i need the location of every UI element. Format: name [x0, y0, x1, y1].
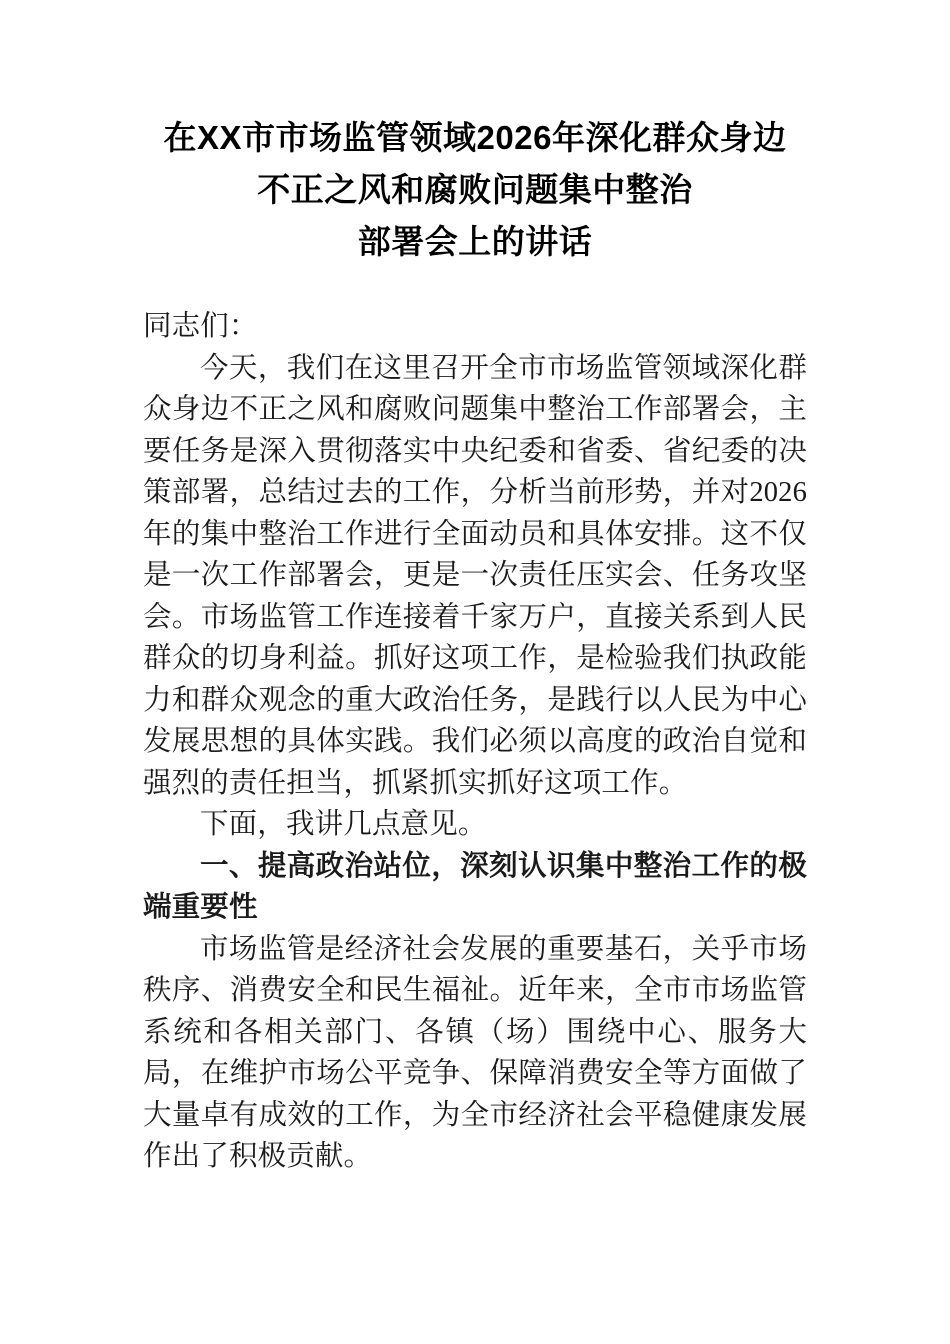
salutation: 同志们：: [143, 311, 258, 342]
document-title: [143, 112, 807, 268]
paragraph-transition: 下面，我讲几点意见。: [200, 809, 487, 840]
section-heading-one: 一、提高政治站位，深刻认识集中整治工作的极端重要性: [143, 850, 807, 923]
document-body: [143, 306, 807, 1178]
title-line-2: 不正之风和腐败问题集中整治: [257, 171, 693, 208]
paragraph-section-one-body: 市场监管是经济社会发展的重要基石，关乎市场秩序、消费安全和民生福祉。近年来，全市市场监管系统和各相关部门、各镇（场）围绕中心、服务大局，在维护市场公平竞争、保障消费安全等方面做了大量卓有成效的工作，为全市经济社会平稳健康发展作出了积极贡献。: [143, 933, 807, 1172]
title-line-3: 部署会上的讲话: [357, 223, 593, 260]
paragraph-opening: 今天，我们在这里召开全市市场监管领域深化群众身边不正之风和腐败问题集中整治工作部署会，主要任务是深入贯彻落实中央纪委和省委、省纪委的决策部署，总结过去的工作，分析当前形势，并对2026年的集中整治工作进行全面动员和具体安排。这不仅是一次工作部署会，更是一次责任压实会、任务攻坚会。市场监管工作连接着千家万户，直接关系到人民群众的切身利益。抓好这项工作，是检验我们执政能力和群众观念的重大政治任务，是践行以人民为中心发展思想的具体实践。我们必须以高度的政治自觉和强烈的责任担当，抓紧抓实抓好这项工作。: [143, 352, 807, 799]
title-line-1: 在XX市市场监管领域2026年深化群众身边: [163, 119, 787, 156]
